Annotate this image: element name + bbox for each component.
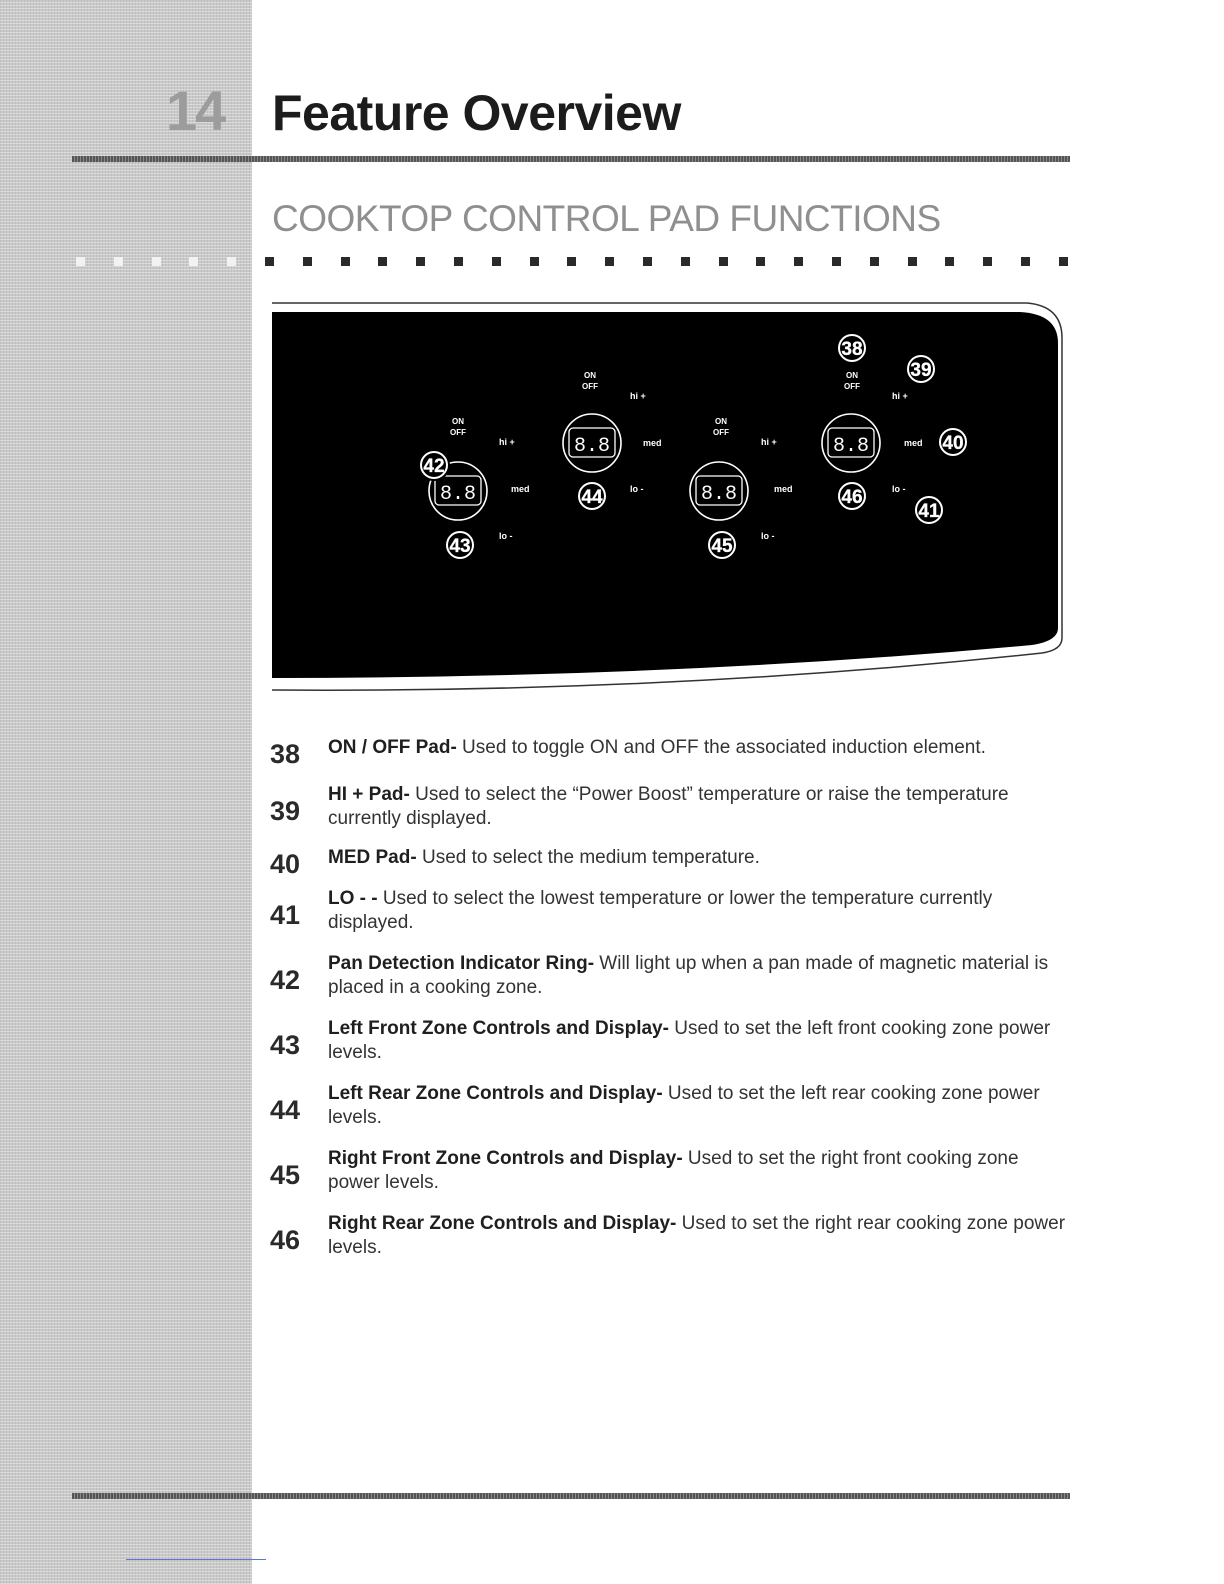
feature-description: HI + Pad- Used to select the “Power Boost” temperature or raise the temperature currently displayed.	[328, 784, 1009, 829]
feature-item	[270, 952, 1070, 1000]
feature-number: 43	[270, 1030, 301, 1060]
feature-item	[270, 1212, 1070, 1260]
callout-number: 46	[841, 487, 863, 508]
header-rule	[72, 156, 1070, 162]
callout-number: 41	[918, 501, 940, 522]
feature-description: Right Rear Zone Controls and Display- Used to set the right rear cooking zone power levels.	[328, 1213, 1066, 1258]
feature-description: Pan Detection Indicator Ring- Will light up when a pan made of magnetic material is placed in a cooking zone.	[328, 953, 1049, 998]
feature-item	[270, 1147, 1070, 1195]
feature-description: Left Rear Zone Controls and Display- Used to set the left rear cooking zone power levels.	[328, 1083, 1040, 1128]
feature-description: MED Pad- Used to select the medium temperature.	[328, 847, 760, 868]
feature-description: ON / OFF Pad- Used to toggle ON and OFF the associated induction element.	[328, 737, 986, 758]
callout-40	[938, 427, 968, 457]
on-label: ON	[846, 371, 858, 380]
feature-item	[270, 783, 1070, 831]
feature-item	[270, 736, 1070, 769]
divider-dot	[152, 257, 161, 266]
glass-surface	[272, 312, 1058, 678]
callout-46	[837, 481, 867, 511]
med-label: med	[643, 438, 662, 448]
on-label: ON	[452, 417, 464, 426]
divider-dot	[303, 257, 312, 266]
divider-dot	[492, 257, 501, 266]
lo-label: lo -	[630, 484, 644, 494]
callout-number: 43	[449, 536, 471, 557]
display-digits: 8.8	[832, 435, 870, 458]
feature-number: 46	[270, 1225, 301, 1255]
off-label: OFF	[844, 382, 860, 391]
divider-dot	[530, 257, 539, 266]
callout-number: 44	[581, 487, 603, 508]
hi-label: hi +	[499, 437, 515, 447]
page-title: Feature Overview	[272, 85, 681, 141]
cooktop-control-panel	[272, 298, 1072, 698]
off-label: OFF	[450, 428, 466, 437]
callout-44	[577, 481, 607, 511]
divider-dot	[983, 257, 992, 266]
lo-label: lo -	[761, 531, 775, 541]
feature-description: LO - - Used to select the lowest temperature or lower the temperature currently displayed.	[328, 888, 993, 933]
callout-41	[914, 495, 944, 525]
med-label: med	[774, 484, 793, 494]
callout-number: 38	[841, 339, 863, 360]
divider-dot	[416, 257, 425, 266]
feature-number: 40	[270, 849, 301, 879]
feature-title: MED Pad-	[328, 847, 417, 868]
feature-number: 42	[270, 965, 301, 995]
feature-title: HI + Pad-	[328, 784, 410, 805]
on-label: ON	[584, 371, 596, 380]
divider-dot	[870, 257, 879, 266]
divider-dot	[832, 257, 841, 266]
divider-dot	[681, 257, 690, 266]
feature-title: Pan Detection Indicator Ring-	[328, 953, 595, 974]
callout-number: 40	[942, 433, 964, 454]
feature-item	[270, 887, 1070, 935]
control-panel-diagram	[272, 298, 1072, 698]
callout-38	[837, 333, 867, 363]
dotted-divider	[76, 257, 1076, 269]
footer-rule	[72, 1493, 1070, 1499]
divider-dot	[1021, 257, 1030, 266]
divider-dot	[227, 257, 236, 266]
callout-42	[419, 450, 449, 480]
hi-label: hi +	[630, 391, 646, 401]
feature-number: 38	[270, 739, 301, 769]
lo-label: lo -	[499, 531, 513, 541]
divider-dot	[908, 257, 917, 266]
off-label: OFF	[713, 428, 729, 437]
callout-43	[445, 530, 475, 560]
divider-dot	[567, 257, 576, 266]
feature-item	[270, 1017, 1070, 1065]
divider-dot	[114, 257, 123, 266]
off-label: OFF	[582, 382, 598, 391]
feature-title: Right Front Zone Controls and Display-	[328, 1148, 683, 1169]
feature-title: ON / OFF Pad-	[328, 737, 457, 758]
divider-dot	[756, 257, 765, 266]
feature-title: Right Rear Zone Controls and Display-	[328, 1213, 677, 1234]
feature-number: 41	[270, 900, 301, 930]
section-title: COOKTOP CONTROL PAD FUNCTIONS	[272, 198, 941, 239]
feature-number: 44	[270, 1095, 301, 1125]
med-label: med	[904, 438, 923, 448]
divider-dot	[341, 257, 350, 266]
hi-label: hi +	[761, 437, 777, 447]
display-digits: 8.8	[700, 483, 738, 506]
feature-item	[270, 1082, 1070, 1130]
feature-item	[270, 846, 1070, 879]
feature-number: 45	[270, 1160, 301, 1190]
footer-link-line	[126, 1559, 266, 1560]
divider-dot	[76, 257, 85, 266]
divider-dot	[719, 257, 728, 266]
sidebar-band	[0, 0, 252, 1584]
divider-dot	[454, 257, 463, 266]
med-label: med	[511, 484, 530, 494]
divider-dot	[1059, 257, 1068, 266]
hi-label: hi +	[892, 391, 908, 401]
divider-dot	[945, 257, 954, 266]
callout-39	[906, 354, 936, 384]
feature-title: LO - -	[328, 888, 378, 909]
page-number: 14	[166, 79, 225, 142]
divider-dot	[265, 257, 274, 266]
feature-title: Left Front Zone Controls and Display-	[328, 1018, 669, 1039]
feature-description: Left Front Zone Controls and Display- Used to set the left front cooking zone power levels.	[328, 1018, 1051, 1063]
display-digits: 8.8	[573, 435, 611, 458]
feature-title: Left Rear Zone Controls and Display-	[328, 1083, 663, 1104]
divider-dot	[189, 257, 198, 266]
on-label: ON	[715, 417, 727, 426]
callout-number: 45	[711, 536, 733, 557]
lo-label: lo -	[892, 484, 906, 494]
divider-dot	[643, 257, 652, 266]
divider-dot	[605, 257, 614, 266]
display-digits: 8.8	[439, 483, 477, 506]
feature-number: 39	[270, 796, 301, 826]
divider-dot	[794, 257, 803, 266]
callout-number: 39	[910, 360, 932, 381]
callout-45	[707, 530, 737, 560]
feature-description: Right Front Zone Controls and Display- Used to set the right front cooking zone power levels.	[328, 1148, 1019, 1193]
divider-dot	[378, 257, 387, 266]
callout-number: 42	[423, 456, 445, 477]
